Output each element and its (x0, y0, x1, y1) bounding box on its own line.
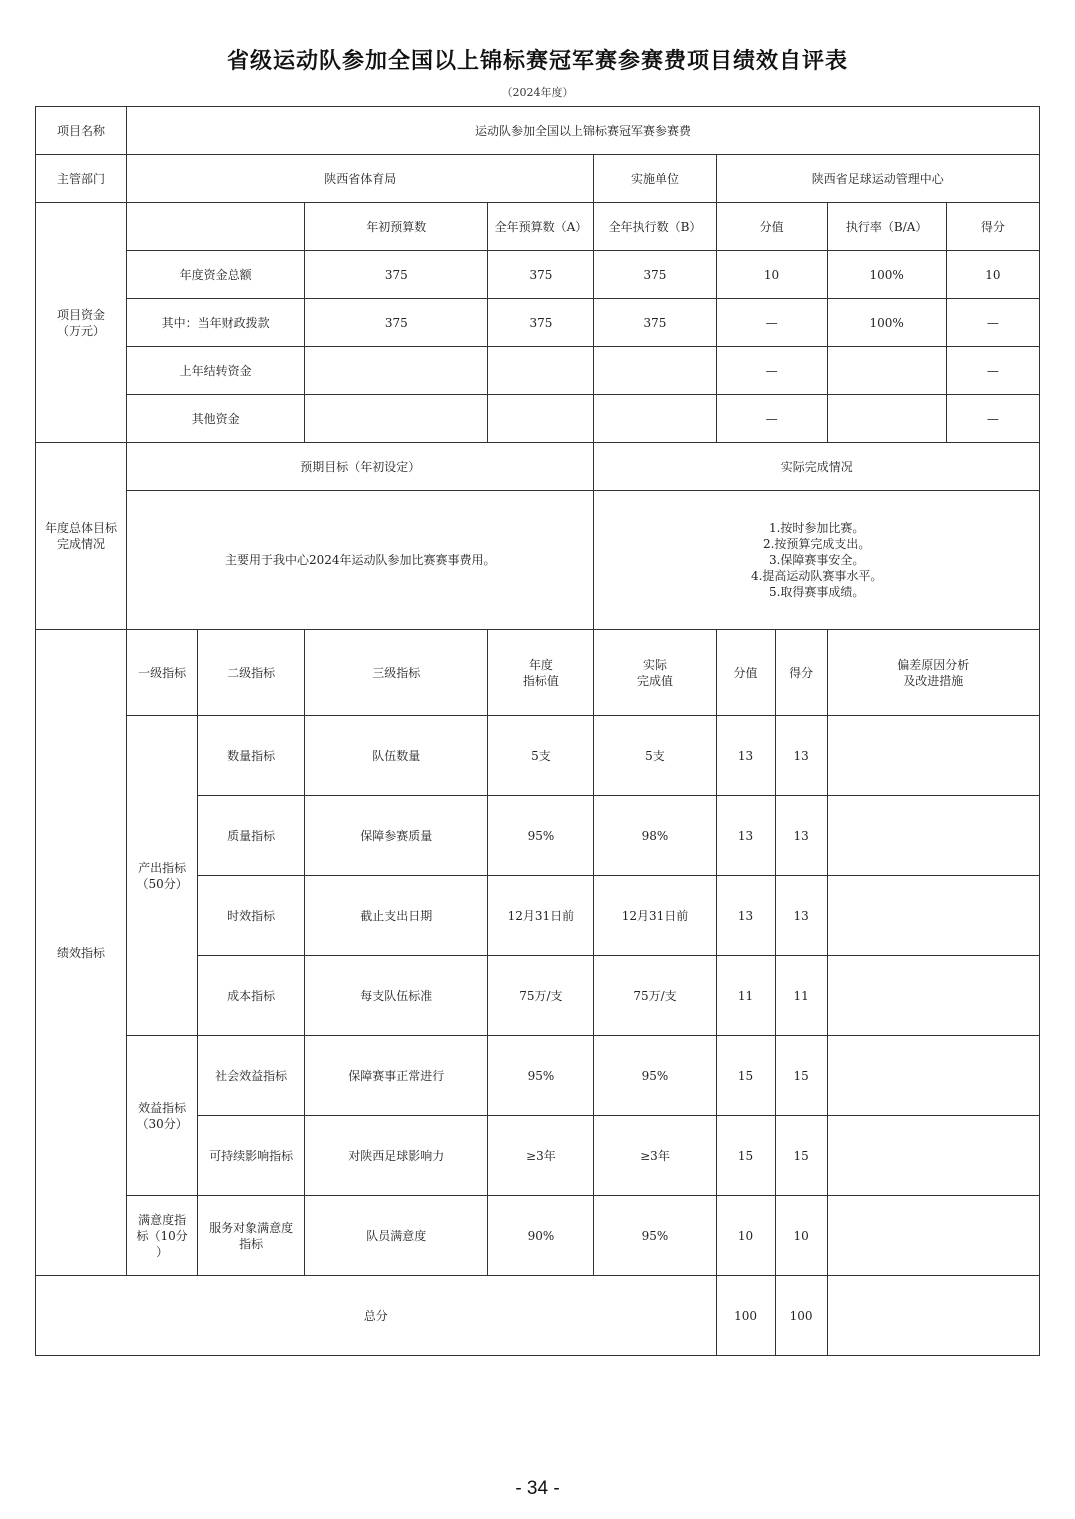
perf-actual: 75万/支 (594, 956, 716, 1036)
perf-l3: 队伍数量 (305, 716, 488, 796)
funds-cell: 100% (827, 299, 946, 347)
perf-l3: 队员满意度 (305, 1196, 488, 1276)
goals-actual-header: 实际完成情况 (594, 443, 1040, 491)
perf-header: 二级指标 (198, 630, 305, 716)
perf-l3: 保障参赛质量 (305, 796, 488, 876)
funds-cell (305, 347, 488, 395)
dept-label: 主管部门 (36, 155, 127, 203)
total-reason (827, 1276, 1039, 1356)
perf-header: 年度 指标值 (488, 630, 594, 716)
perf-target: 90% (488, 1196, 594, 1276)
funds-cell (594, 395, 716, 443)
funds-cell (305, 395, 488, 443)
perf-target: 5支 (488, 716, 594, 796)
funds-cell (488, 395, 594, 443)
funds-cell: — (946, 347, 1039, 395)
perf-actual: 12月31日前 (594, 876, 716, 956)
funds-header: 得分 (946, 203, 1039, 251)
funds-cell: 375 (594, 251, 716, 299)
funds-cell: — (716, 347, 827, 395)
page-number: - 34 - (515, 1478, 560, 1499)
perf-l2: 服务对象满意度 指标 (198, 1196, 305, 1276)
perf-group-output: 产出指标 （50分） (127, 716, 198, 1036)
funds-row-name: 年度资金总额 (127, 251, 305, 299)
perf-l2: 成本指标 (198, 956, 305, 1036)
perf-l3: 对陕西足球影响力 (305, 1116, 488, 1196)
funds-cell (488, 347, 594, 395)
perf-got: 15 (775, 1036, 827, 1116)
perf-header: 实际 完成值 (594, 630, 716, 716)
funds-cell: 10 (946, 251, 1039, 299)
perf-got: 11 (775, 956, 827, 1036)
funds-cell: 375 (488, 299, 594, 347)
perf-actual: 95% (594, 1036, 716, 1116)
total-label: 总分 (36, 1276, 717, 1356)
perf-l2: 质量指标 (198, 796, 305, 876)
perf-l3: 截止支出日期 (305, 876, 488, 956)
perf-score: 15 (716, 1116, 775, 1196)
total-got: 100 (775, 1276, 827, 1356)
funds-cell: — (716, 299, 827, 347)
perf-target: 95% (488, 796, 594, 876)
funds-cell (594, 347, 716, 395)
funds-cell: 10 (716, 251, 827, 299)
funds-row-name: 其中：当年财政拨款 (127, 299, 305, 347)
impl-label: 实施单位 (594, 155, 716, 203)
funds-cell (827, 395, 946, 443)
perf-l3: 每支队伍标准 (305, 956, 488, 1036)
funds-cell: — (946, 395, 1039, 443)
perf-reason (827, 1196, 1039, 1276)
perf-reason (827, 1036, 1039, 1116)
goals-label: 年度总体目标 完成情况 (36, 443, 127, 630)
funds-header-blank (127, 203, 305, 251)
perf-l2: 社会效益指标 (198, 1036, 305, 1116)
perf-header: 得分 (775, 630, 827, 716)
funds-header: 全年预算数（A） (488, 203, 594, 251)
perf-got: 15 (775, 1116, 827, 1196)
perf-reason (827, 716, 1039, 796)
perf-score: 13 (716, 716, 775, 796)
project-name-label: 项目名称 (36, 107, 127, 155)
perf-got: 13 (775, 876, 827, 956)
perf-header: 分值 (716, 630, 775, 716)
perf-reason (827, 956, 1039, 1036)
perf-got: 10 (775, 1196, 827, 1276)
perf-l2: 可持续影响指标 (198, 1116, 305, 1196)
perf-target: ≥3年 (488, 1116, 594, 1196)
perf-label: 绩效指标 (36, 630, 127, 1276)
perf-target: 95% (488, 1036, 594, 1116)
perf-reason (827, 876, 1039, 956)
perf-got: 13 (775, 796, 827, 876)
funds-cell: — (716, 395, 827, 443)
goals-actual: 1.按时参加比赛。 2.按预算完成支出。 3.保障赛事安全。 4.提高运动队赛事水平。 5.取得赛事成绩。 (594, 491, 1040, 630)
funds-cell: 100% (827, 251, 946, 299)
perf-group-satisfaction: 满意度指 标（10分 ） (127, 1196, 198, 1276)
perf-l2: 时效指标 (198, 876, 305, 956)
perf-target: 12月31日前 (488, 876, 594, 956)
funds-header: 分值 (716, 203, 827, 251)
perf-got: 13 (775, 716, 827, 796)
project-name: 运动队参加全国以上锦标赛冠军赛参赛费 (127, 107, 1040, 155)
funds-header: 年初预算数 (305, 203, 488, 251)
funds-cell: 375 (305, 251, 488, 299)
total-score: 100 (716, 1276, 775, 1356)
perf-reason (827, 796, 1039, 876)
funds-header: 全年执行数（B） (594, 203, 716, 251)
funds-cell: 375 (594, 299, 716, 347)
perf-actual: 5支 (594, 716, 716, 796)
perf-score: 10 (716, 1196, 775, 1276)
perf-l2: 数量指标 (198, 716, 305, 796)
funds-cell (827, 347, 946, 395)
perf-score: 15 (716, 1036, 775, 1116)
funds-label: 项目资金 （万元） (36, 203, 127, 443)
perf-actual: ≥3年 (594, 1116, 716, 1196)
dept: 陕西省体育局 (127, 155, 594, 203)
perf-header: 一级指标 (127, 630, 198, 716)
impl: 陕西省足球运动管理中心 (716, 155, 1039, 203)
perf-group-benefit: 效益指标 （30分） (127, 1036, 198, 1196)
page-title: 省级运动队参加全国以上锦标赛冠军赛参赛费项目绩效自评表 (226, 49, 848, 74)
funds-row-name: 上年结转资金 (127, 347, 305, 395)
funds-row-name: 其他资金 (127, 395, 305, 443)
perf-actual: 95% (594, 1196, 716, 1276)
goals-expected-header: 预期目标（年初设定） (127, 443, 594, 491)
funds-header: 执行率（B/A） (827, 203, 946, 251)
funds-cell: 375 (305, 299, 488, 347)
perf-header: 偏差原因分析 及改进措施 (827, 630, 1039, 716)
perf-header: 三级指标 (305, 630, 488, 716)
perf-score: 11 (716, 956, 775, 1036)
funds-cell: 375 (488, 251, 594, 299)
goals-expected: 主要用于我中心2024年运动队参加比赛赛事费用。 (127, 491, 594, 630)
funds-cell: — (946, 299, 1039, 347)
perf-reason (827, 1116, 1039, 1196)
perf-score: 13 (716, 796, 775, 876)
perf-actual: 98% (594, 796, 716, 876)
fiscal-year: （2024年度） (501, 86, 574, 99)
perf-target: 75万/支 (488, 956, 594, 1036)
perf-l3: 保障赛事正常进行 (305, 1036, 488, 1116)
self-evaluation-table (35, 106, 1040, 1356)
perf-score: 13 (716, 876, 775, 956)
